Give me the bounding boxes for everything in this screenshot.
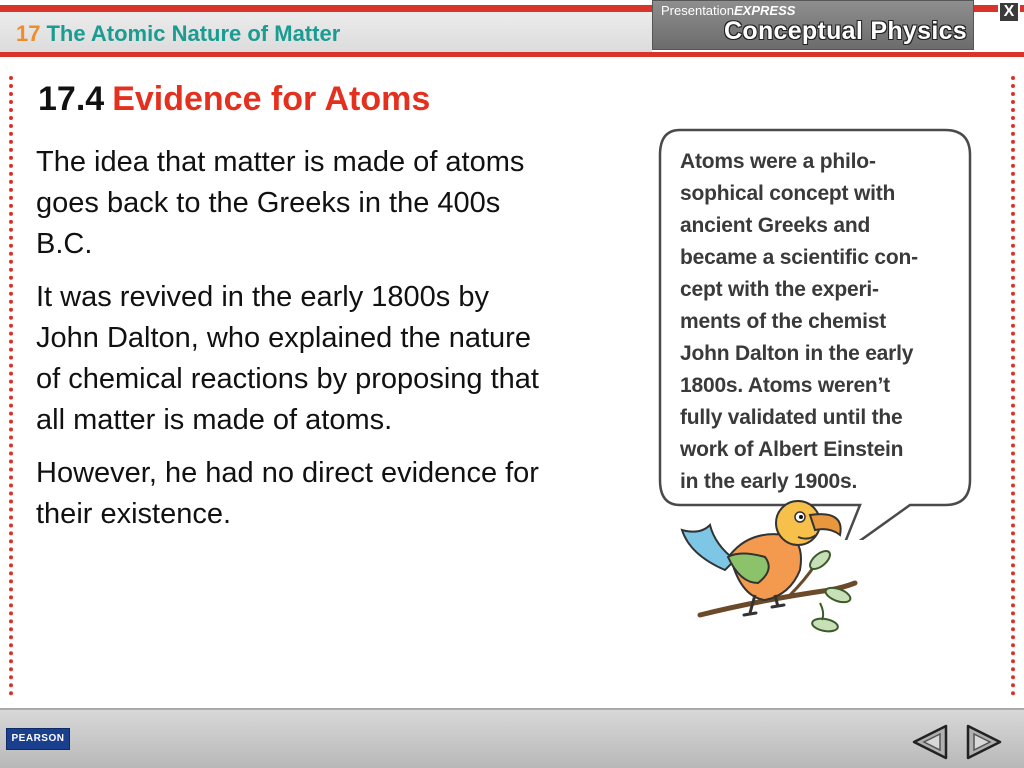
body-paragraph: It was revived in the early 1800s by John Dalton, who explained the nature of chemical reactions by proposing that all matter is made of atoms. — [36, 281, 539, 436]
slide-title — [38, 80, 430, 119]
bubble-line: cept with the experi- — [680, 278, 879, 301]
header-red-underline — [0, 52, 1024, 57]
left-dotted-border — [9, 76, 13, 696]
brand-prefix: Presentation — [661, 3, 734, 18]
bubble-line: Atoms were a philo- — [680, 150, 876, 173]
brand-title: Conceptual Physics — [724, 17, 967, 45]
section-title: Evidence for Atoms — [112, 80, 431, 118]
bubble-line: work of Albert Einstein — [680, 438, 904, 461]
right-dotted-border — [1011, 76, 1015, 696]
footer-bar — [0, 708, 1024, 768]
bubble-line: John Dalton in the early — [680, 342, 914, 365]
bubble-line: in the early 1900s. — [680, 470, 858, 493]
next-slide-icon[interactable] — [964, 722, 1004, 762]
slide-body — [36, 142, 556, 547]
bubble-line: 1800s. Atoms weren’t — [680, 374, 890, 397]
pearson-logo: PEARSON — [6, 728, 70, 750]
brand-emph: EXPRESS — [734, 3, 796, 18]
bubble-line: sophical concept with — [680, 182, 896, 205]
header-bar — [0, 0, 1024, 62]
body-paragraph: The idea that matter is made of atoms goes back to the Greeks in the 400s B.C. — [36, 146, 525, 260]
bubble-line: ments of the chemist — [680, 310, 887, 333]
bubble-line: became a scientific con- — [680, 246, 918, 269]
speech-bubble-text — [680, 146, 965, 498]
bubble-line: ancient Greeks and — [680, 214, 871, 237]
parrot-illustration — [670, 495, 870, 645]
header-red-stripe — [0, 5, 652, 12]
brand-presentation-express — [661, 3, 795, 18]
brand-logo — [652, 0, 974, 50]
chapter-title — [16, 21, 340, 47]
chapter-number: 17 — [16, 21, 41, 46]
bubble-line: fully validated until the — [680, 406, 903, 429]
close-button[interactable]: X — [998, 1, 1020, 23]
section-number: 17.4 — [38, 80, 105, 118]
chapter-name: The Atomic Nature of Matter — [46, 21, 341, 46]
body-paragraph: However, he had no direct evidence for their existence. — [36, 457, 539, 530]
previous-slide-icon[interactable] — [910, 722, 950, 762]
